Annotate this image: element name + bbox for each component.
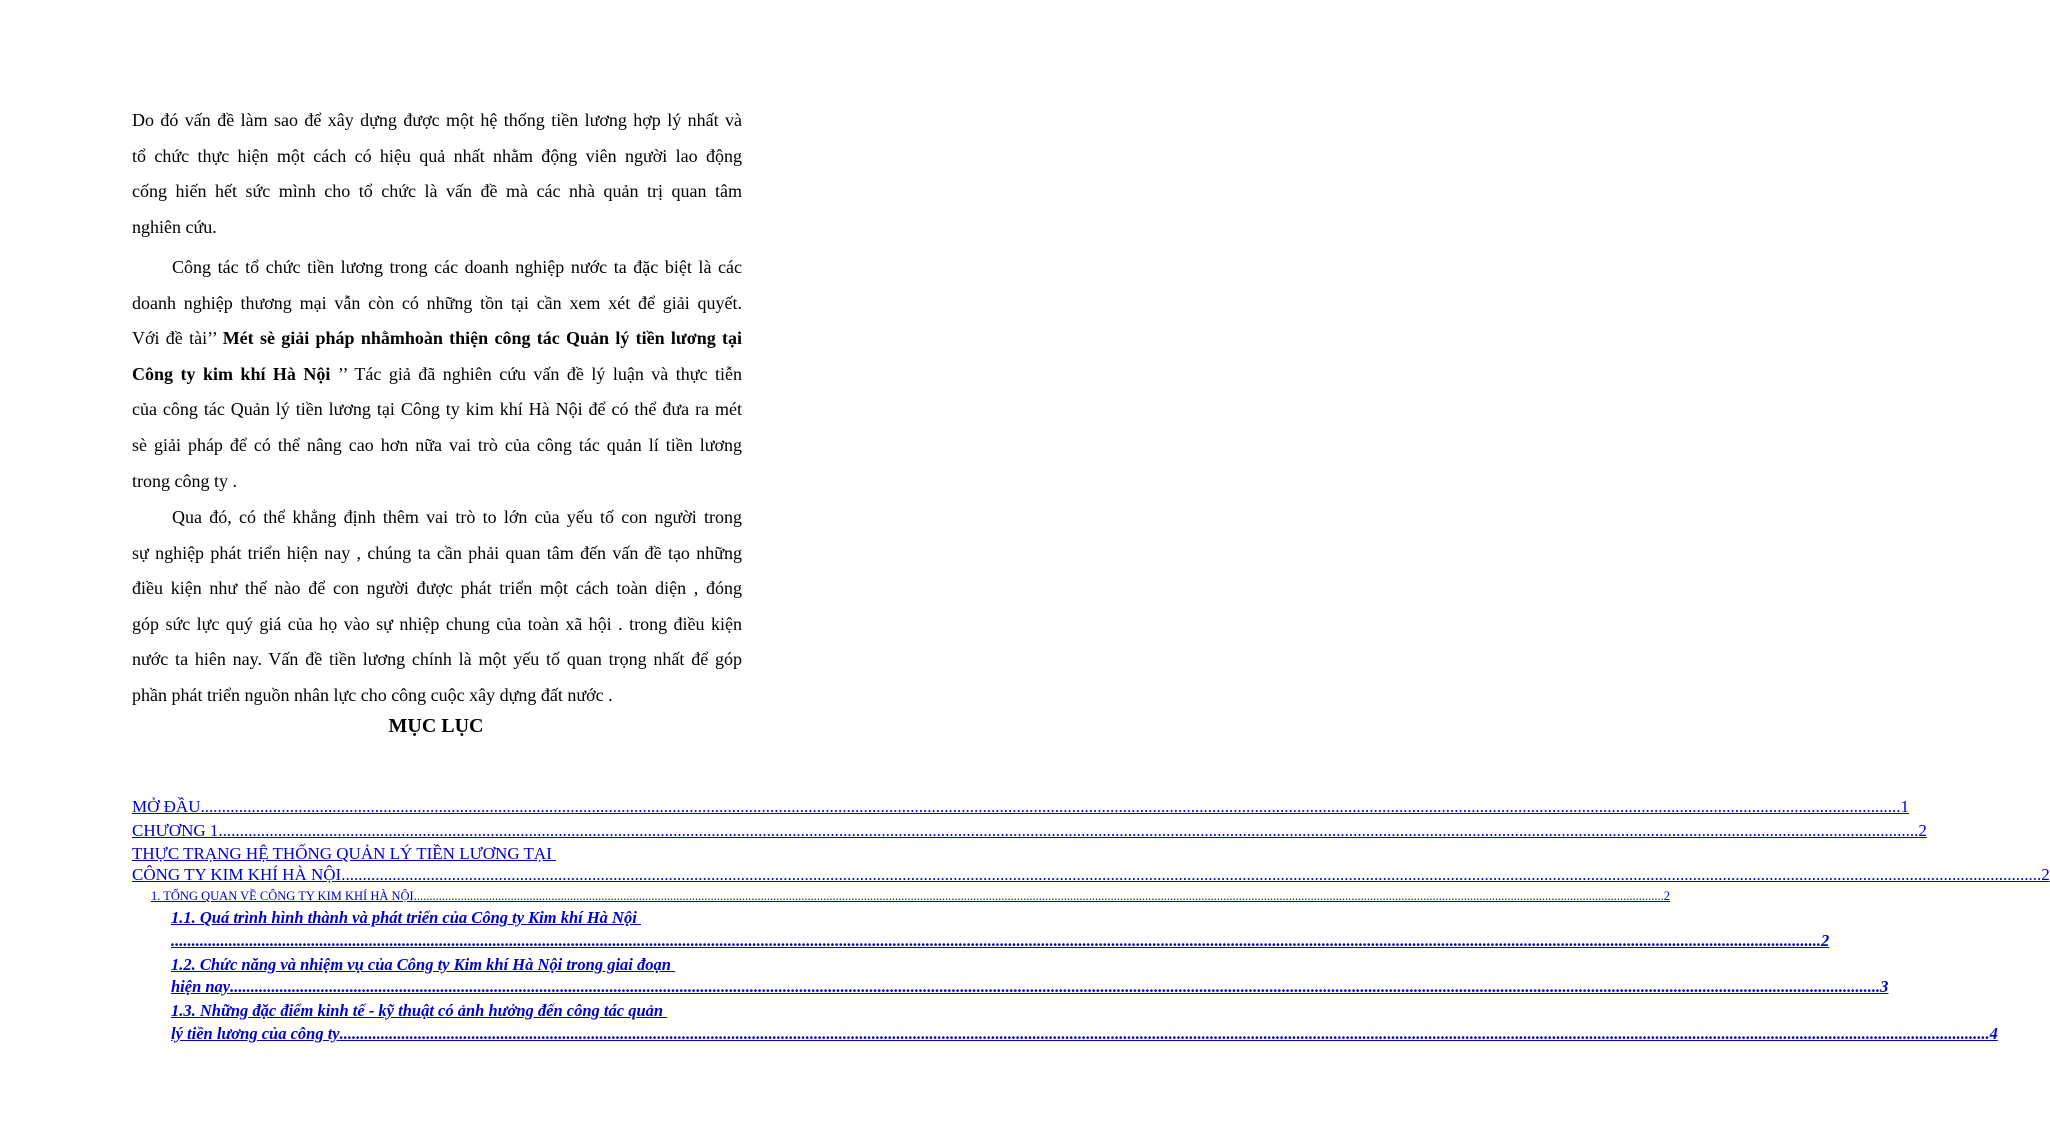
toc-entry-text: 1. TỔNG QUAN VỀ CÔNG TY KIM KHÍ HÀ NỘI (151, 889, 414, 903)
toc-entry-text: 1.2. Chức năng và nhiệm vụ của Công ty Kim khí Hà Nội trong giai đoạn (171, 955, 671, 974)
text-line: nước ta hiên nay. Vấn đề tiền lương chính là một yếu tố quan trọng nhất để góp (132, 649, 742, 670)
toc-entry-chuong-1[interactable] (132, 820, 1927, 842)
toc-leader-dots: ................................................................................................................................................................................................................................................................................................................................................................................................................ (171, 931, 1821, 950)
toc-page-number: 2 (1821, 931, 1830, 950)
text-line: tổ chức thực hiện một cách có hiệu quả nhất nhằm động viên người lao động (132, 145, 742, 166)
topic-title-part-2: Công ty kim khí Hà Nội (132, 363, 331, 384)
toc-entry-cong-ty-kim-khi[interactable] (132, 864, 2050, 886)
toc-entry-text: 1.1. Quá trình hình thành và phát triển của Công ty Kim khí Hà Nội (171, 908, 637, 927)
toc-entry-text: lý tiền lương của công ty (171, 1024, 340, 1043)
text-line: doanh nghiệp thương mại vẫn còn có những tồn tại cần xem xét để giải quyết. (132, 292, 742, 313)
toc-leader-dots: ................................................................................................................................................................................................................................................................................................................................................................................................................ (218, 821, 1919, 840)
toc-page-number: 1 (1900, 797, 1909, 816)
toc-entry-text: CHƯƠNG 1 (132, 821, 219, 840)
toc-entry-text: hiện nay (171, 977, 231, 996)
toc-entry-1-1-line2[interactable] (171, 930, 1830, 952)
text-line: Qua đó, có thể khẳng định thêm vai trò to lớn của yếu tố con người trong (172, 507, 742, 527)
text-line: trong công ty . (132, 470, 237, 491)
toc-entry-1-3-line1[interactable] (171, 1000, 742, 1022)
text-line: của công tác Quản lý tiền lương tại Công ty kim khí Hà Nội để có thể đưa ra mét (132, 399, 742, 420)
toc-entry-tong-quan[interactable] (151, 887, 1670, 905)
toc-entry-text: THỰC TRẠNG HỆ THỐNG QUẢN LÝ TIỀN LƯƠNG TẠI (132, 844, 552, 863)
toc-title: MỤC LỤC (388, 715, 484, 737)
toc-entry-1-1-line1[interactable] (171, 907, 816, 929)
toc-page-number: 4 (1989, 1024, 1998, 1043)
toc-entry-1-2-line2[interactable] (171, 976, 1889, 998)
toc-leader-dots: ................................................................................................................................................................................................................................................................................................................................................................................................................ (230, 977, 1881, 996)
toc-entry-text: 1.3. Những đặc điểm kinh tế - kỹ thuật có ảnh hưởng đến công tác quản (171, 1001, 664, 1020)
toc-page-number: 3 (1880, 977, 1889, 996)
text-line: sè giải pháp để có thể nâng cao hơn nữa vai trò của công tác quản lí tiền lương (132, 434, 742, 455)
toc-page-number: 2 (2041, 865, 2050, 884)
toc-entry-text: MỞ ĐẦU (132, 797, 201, 816)
toc-page-number: 2 (1918, 821, 1927, 840)
text-line: góp sức lực quý giá của họ vào sự nhiệp chung của toàn xã hội . trong điều kiện (132, 613, 742, 634)
toc-page-number: 2 (1663, 889, 1670, 903)
toc-entry-mo-dau[interactable] (132, 796, 1909, 818)
text-line: Công tác tổ chức tiền lương trong các doanh nghiệp nước ta đặc biệt là các (172, 257, 742, 277)
text-run: Với đề tài’’ (132, 328, 223, 349)
toc-leader-dots: ................................................................................................................................................................................................................................................................................................................................................................................................................ (341, 865, 2042, 884)
toc-entry-thuc-trang[interactable] (132, 843, 816, 865)
text-line: sự nghiệp phát triển hiện nay , chúng ta cần phải quan tâm đến vấn đề tạo những (132, 542, 742, 563)
text-line: điều kiện như thế nào để con người được phát triển một cách toàn diện , đóng (132, 578, 742, 599)
topic-title-part-1: Mét sè giải pháp nhằmhoàn thiện công tác Quản lý tiền lương tại (222, 328, 742, 349)
text-line: Do đó vấn đề làm sao để xây dựng được một hệ thống tiền lương hợp lý nhất và (132, 110, 742, 130)
toc-entry-1-2-line1[interactable] (171, 954, 742, 976)
text-line: cống hiến hết sức mình cho tổ chức là vấn đề mà các nhà quản trị quan tâm (132, 181, 742, 202)
toc-leader-dots: ................................................................................................................................................................................................................................................................................................................................................................................................................ (413, 889, 1664, 903)
text-line: nghiên cứu. (132, 216, 217, 237)
text-line: phần phát triển nguồn nhân lực cho công cuộc xây dựng đất nước . (132, 684, 613, 705)
text-run: ’’ Tác giả đã nghiên cứu vấn đề lý luận và thực tiễn (330, 363, 742, 384)
toc-entry-1-3-line2[interactable] (171, 1023, 1998, 1045)
toc-entry-text: CÔNG TY KIM KHÍ HÀ NỘI (132, 865, 342, 884)
toc-leader-dots: ................................................................................................................................................................................................................................................................................................................................................................................................................ (339, 1024, 1990, 1043)
toc-leader-dots: ................................................................................................................................................................................................................................................................................................................................................................................................................ (200, 797, 1901, 816)
